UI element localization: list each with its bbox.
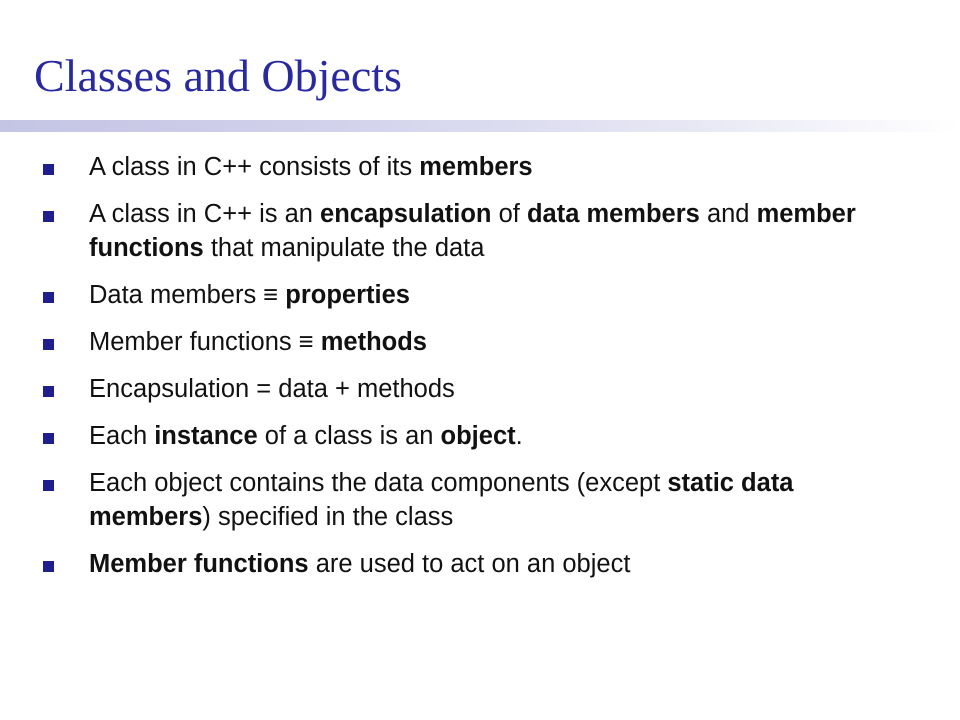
bullet-text — [89, 200, 856, 262]
bullet-text — [89, 328, 427, 356]
bold-term: methods — [320, 328, 427, 356]
bullet-text — [89, 281, 410, 309]
bullet-item — [0, 372, 960, 406]
bullet-text — [89, 550, 630, 578]
bullet-item — [0, 466, 960, 534]
bullet-item — [0, 325, 960, 359]
square-bullet-icon — [43, 386, 54, 397]
bullet-item — [0, 547, 960, 581]
slide-title: Classes and Objects — [34, 50, 402, 101]
text-run: ) specified in the class — [202, 503, 454, 531]
square-bullet-icon — [43, 480, 54, 491]
bold-term: member functions — [89, 200, 856, 262]
bullet-item — [0, 278, 960, 312]
square-bullet-icon — [43, 211, 54, 222]
text-run: are used to act on an object — [308, 550, 631, 578]
text-run: of a class is an — [257, 422, 441, 450]
text-run: Member functions ≡ — [89, 328, 321, 356]
text-run: A class in C++ is an — [89, 200, 321, 228]
bullet-text — [89, 375, 455, 403]
square-bullet-icon — [43, 164, 54, 175]
text-run: A class in C++ consists of its — [89, 153, 420, 181]
bold-term: Member functions — [89, 550, 309, 578]
bold-term: members — [419, 153, 533, 181]
bold-term: object — [440, 422, 516, 450]
title-underline-bar — [0, 120, 960, 132]
bullet-list — [0, 150, 960, 594]
text-run: of — [491, 200, 527, 228]
bullet-item — [0, 150, 960, 184]
bold-term: instance — [154, 422, 258, 450]
bold-term: static data members — [89, 469, 794, 531]
bold-term: properties — [285, 281, 410, 309]
square-bullet-icon — [43, 292, 54, 303]
bullet-text — [89, 422, 523, 450]
bullet-text — [89, 469, 794, 531]
text-run: Each — [89, 422, 155, 450]
text-run: Data members ≡ — [89, 281, 286, 309]
square-bullet-icon — [43, 433, 54, 444]
bold-term: data members — [526, 200, 700, 228]
text-run: Encapsulation = data + methods — [89, 375, 455, 403]
text-run: . — [515, 422, 523, 450]
bullet-text — [89, 153, 533, 181]
bullet-item — [0, 197, 960, 265]
text-run: and — [699, 200, 757, 228]
square-bullet-icon — [43, 339, 54, 350]
square-bullet-icon — [43, 561, 54, 572]
text-run: Each object contains the data components (except — [89, 469, 668, 497]
bullet-item — [0, 419, 960, 453]
bold-term: encapsulation — [320, 200, 492, 228]
text-run: that manipulate the data — [203, 234, 485, 262]
